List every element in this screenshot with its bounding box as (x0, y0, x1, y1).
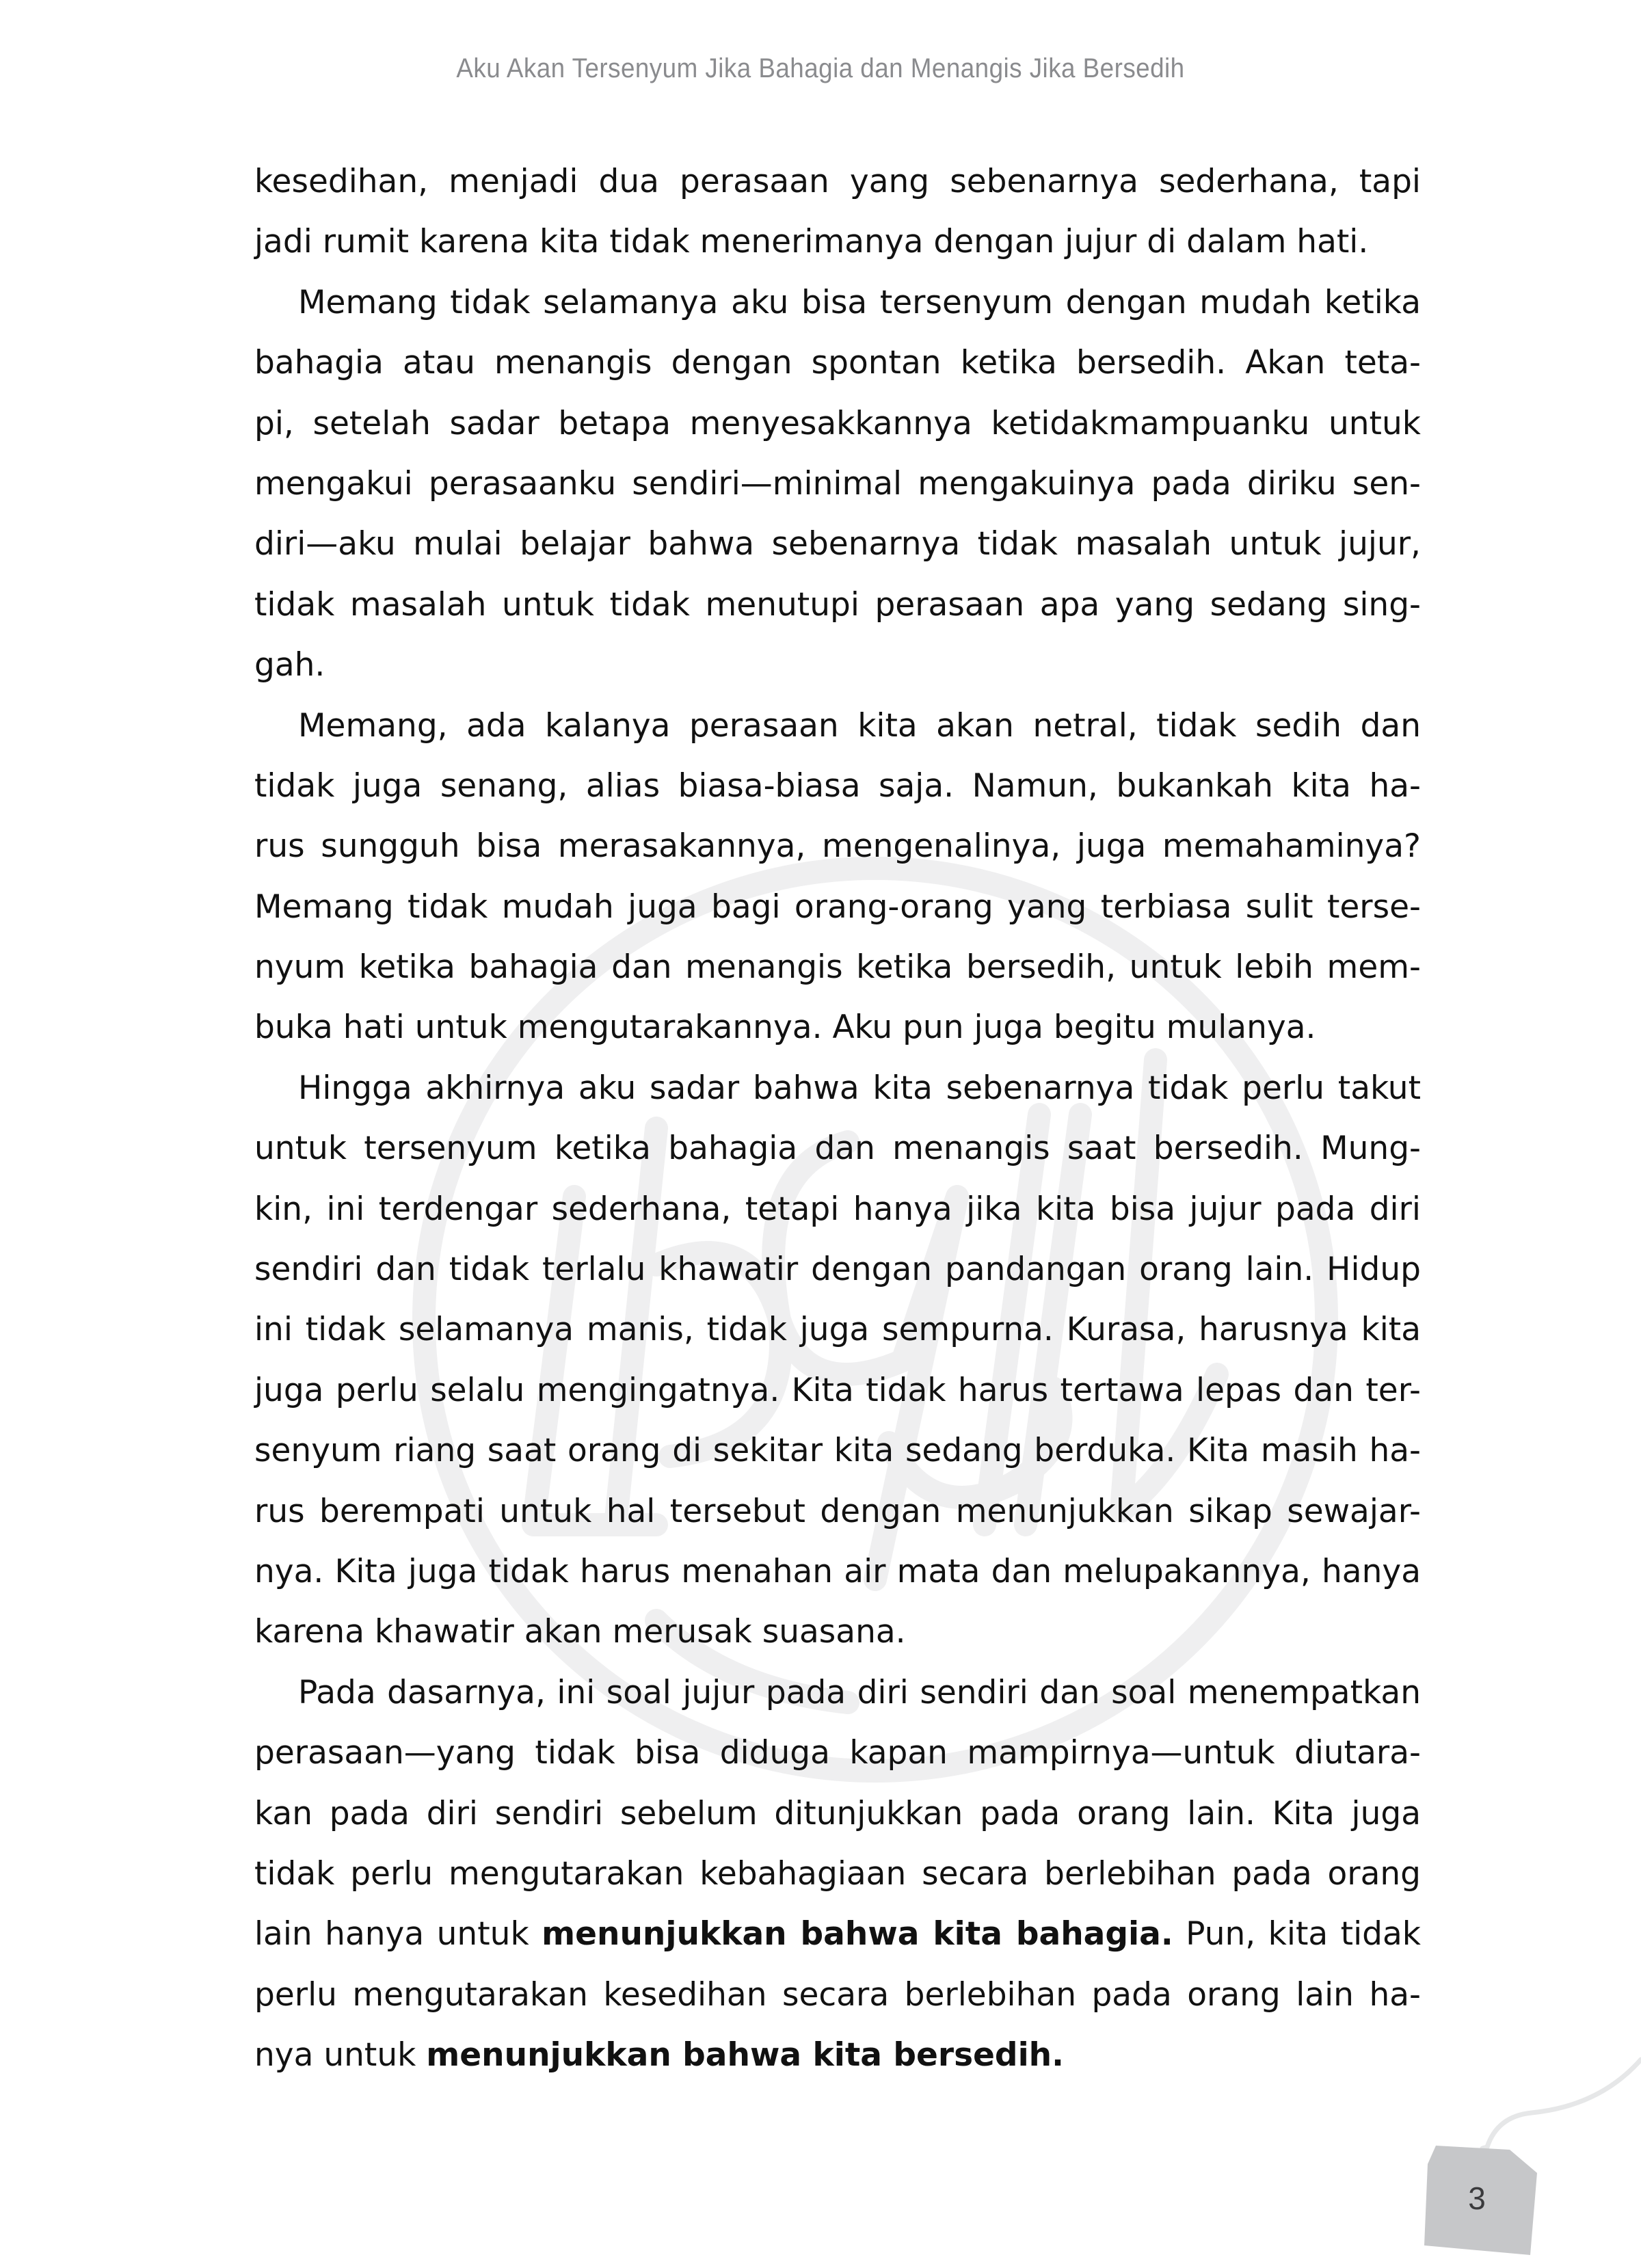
text-line: ini tidak selamanya manis, tidak juga sempurna. Kurasa, harusnya kita (254, 1311, 1421, 1349)
body-text (254, 152, 1421, 2086)
text-line: rus sungguh bisa merasakannya, mengenalinya, juga memahaminya? (254, 827, 1421, 866)
line-text: Pun, kita tidak (1173, 1915, 1422, 1953)
text-line: tidak perlu mengutarakan kebahagiaan secara berlebihan pada orang (254, 1854, 1421, 1893)
text-line: kesedihan, menjadi dua perasaan yang sebenarnya sederhana, tapi (254, 163, 1421, 200)
text-line: buka hati untuk mengutarakannya. Aku pun juga begitu mulanya. (254, 1009, 1316, 1047)
text-line: rus berempati untuk hal tersebut dengan menunjukkan sikap sewajar- (254, 1492, 1421, 1530)
text-line: perlu mengutarakan kesedihan secara berlebihan pada orang lain ha- (254, 1975, 1421, 2014)
paragraph-start-line: Pada dasarnya, ini soal jujur pada diri sendiri dan soal menempatkan (298, 1673, 1421, 1711)
tea-bag-tag-icon (1395, 2044, 1641, 2268)
text-line: nyum ketika bahagia dan menangis ketika bersedih, untuk lebih mem- (254, 948, 1421, 987)
text-line: mengakui perasaanku sendiri—minimal mengakuinya pada diriku sen- (254, 464, 1421, 503)
text-line: gah. (254, 646, 325, 684)
text-line: karena khawatir akan merusak suasana. (254, 1613, 906, 1651)
text-line-with-bold (254, 2025, 1421, 2085)
paragraph-start-line: Memang, ada kalanya perasaan kita akan netral, tidak sedih dan (298, 706, 1421, 745)
text-line: senyum riang saat orang di sekitar kita sedang berduka. Kita masih ha- (254, 1432, 1421, 1470)
text-line: bahagia atau menangis dengan spontan ketika bersedih. Akan teta- (254, 344, 1421, 382)
text-line: sendiri dan tidak terlalu khawatir dengan pandangan orang lain. Hidup (254, 1251, 1421, 1289)
running-header-title: Aku Akan Tersenyum Jika Bahagia dan Menangis Jika Bersedih (456, 53, 1185, 83)
tea-bag-string (1482, 2059, 1641, 2148)
paragraph-start-line: Hingga akhirnya aku sadar bahwa kita sebenarnya tidak perlu takut (298, 1069, 1421, 1107)
text-line: nya. Kita juga tidak harus menahan air mata dan melupakannya, hanya (254, 1552, 1421, 1590)
text-line: tidak masalah untuk tidak menutupi perasaan apa yang sedang sing- (254, 585, 1421, 624)
line-text: nya untuk (254, 2036, 427, 2074)
text-line: pi, setelah sadar betapa menyesakkannya ketidakmampuanku untuk (254, 404, 1421, 442)
text-line: juga perlu selalu mengingatnya. Kita tidak harus tertawa lepas dan ter- (254, 1371, 1421, 1409)
text-line: kin, ini terdengar sederhana, tetapi hanya jika kita bisa jujur pada diri (254, 1190, 1421, 1228)
page-number: 3 (1468, 2180, 1486, 2216)
bold-emphasis: menunjukkan bahwa kita bersedih. (426, 2036, 1064, 2074)
text-line: jadi rumit karena kita tidak menerimanya dengan jujur di dalam hati. (254, 223, 1369, 261)
text-line-with-bold (254, 1904, 1421, 1964)
text-line: diri—aku mulai belajar bahwa sebenarnya tidak masalah untuk jujur, (254, 525, 1421, 563)
bold-emphasis: menunjukkan bahwa kita bahagia. (542, 1915, 1173, 1953)
paragraph-start-line: Memang tidak selamanya aku bisa tersenyum dengan mudah ketika (298, 283, 1421, 321)
line-text: lain hanya untuk (254, 1915, 542, 1953)
text-line: Memang tidak mudah juga bagi orang-orang yang terbiasa sulit terse- (254, 888, 1421, 926)
text-line: kan pada diri sendiri sebelum ditunjukkan pada orang lain. Kita juga (254, 1794, 1421, 1832)
text-line: perasaan—yang tidak bisa diduga kapan mampirnya—untuk diutara- (254, 1734, 1421, 1772)
text-line: untuk tersenyum ketika bahagia dan menangis saat bersedih. Mung- (254, 1130, 1421, 1168)
text-line: tidak juga senang, alias biasa-biasa saja. Namun, bukankah kita ha- (254, 766, 1421, 805)
